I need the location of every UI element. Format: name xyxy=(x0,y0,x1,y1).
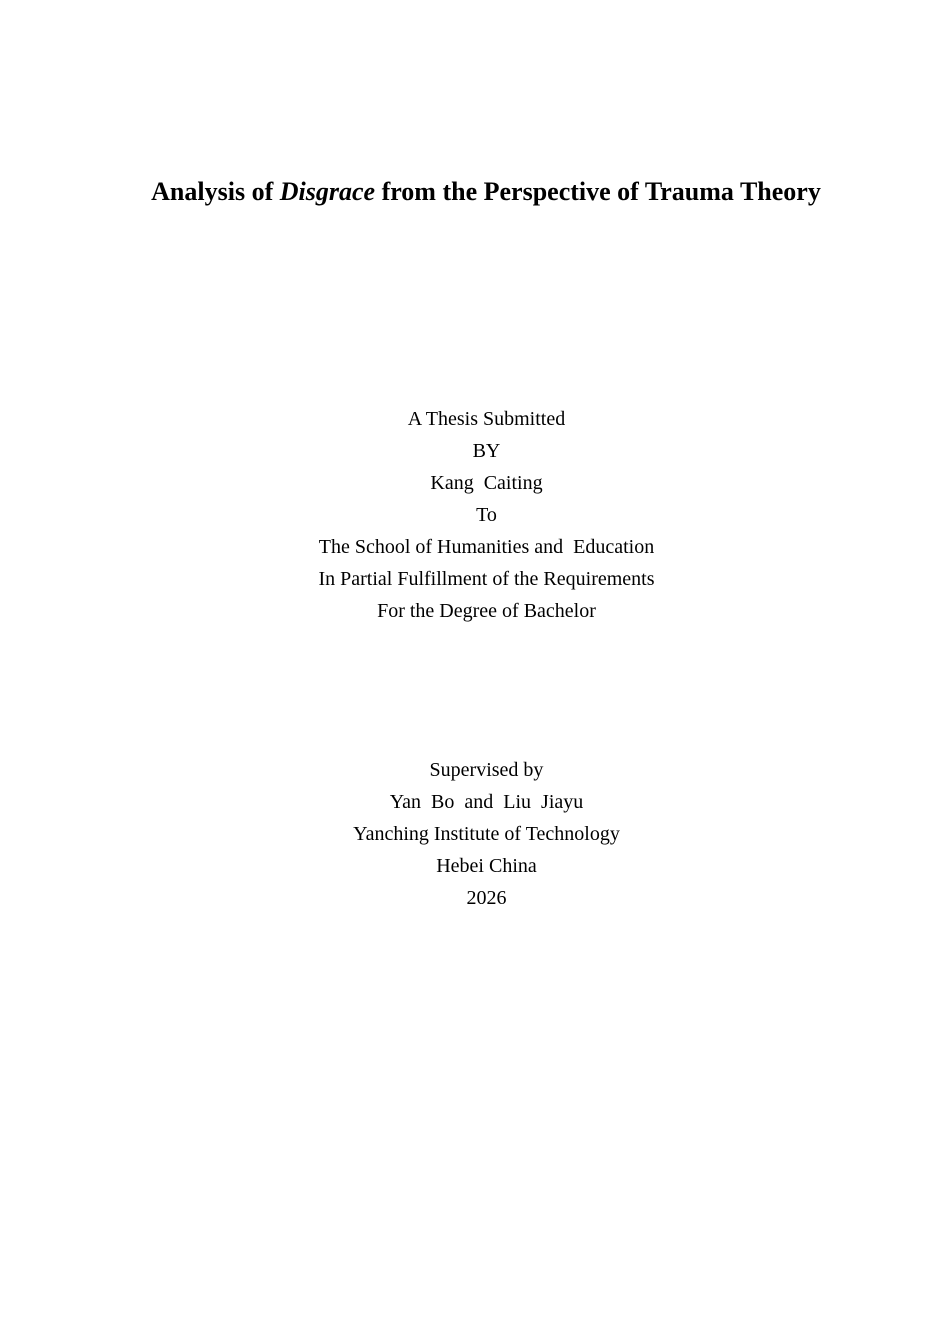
institution-name: Yanching Institute of Technology xyxy=(353,823,620,845)
degree-statement: For the Degree of Bachelor xyxy=(377,600,596,622)
supervisor-names: Yan Bo and Liu Jiayu xyxy=(389,791,584,813)
supervision-block xyxy=(0,754,950,914)
submission-block xyxy=(0,403,950,627)
school-name: The School of Humanities and Education xyxy=(318,536,655,558)
author-name: Kang Caiting xyxy=(430,472,543,494)
submission-statement: A Thesis Submitted xyxy=(407,408,566,430)
title-italic-work: Disgrace xyxy=(279,177,376,206)
year: 2026 xyxy=(466,887,507,909)
title-prefix: Analysis of xyxy=(151,177,280,206)
by-label: BY xyxy=(472,440,501,462)
to-label: To xyxy=(476,504,497,526)
supervised-by-label: Supervised by xyxy=(429,759,544,781)
fulfillment-statement: In Partial Fulfillment of the Requirements xyxy=(318,568,655,590)
location: Hebei China xyxy=(436,855,537,877)
thesis-title xyxy=(120,176,852,208)
title-suffix: from the Perspective of Trauma Theory xyxy=(381,177,821,206)
